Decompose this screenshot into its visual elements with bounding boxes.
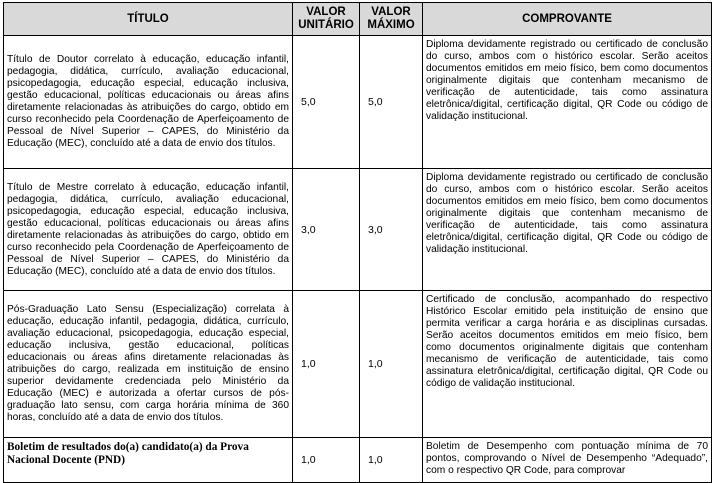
- cell-comprovante: Diploma devidamente registrado ou certificado de conclusão do curso, ambos com o histórico escolar. Serão aceitos documentos emitidos em meio físico, bem como documentos originalmente digitais que contenham mecanismo de verificação de autenticidade, tais como assinatura eletrônica/digital, certificação digital, QR Code ou código de validação institucional.: [423, 169, 712, 291]
- cell-valor-unitario: 3,0: [293, 169, 360, 291]
- header-valor-unitario-line2: UNITÁRIO: [298, 19, 354, 31]
- cell-valor-unitario: 5,0: [293, 36, 360, 169]
- titles-table: [3, 2, 712, 483]
- cell-comprovante: Certificado de conclusão, acompanhado do respectivo Histórico Escolar emitido pela instituição de ensino que permita verificar a carga horária e as disciplinas cursadas. Serão aceitos documentos emitidos em meio físico, bem como documentos originalmente digitais que contenham mecanismo de verificação de autenticidade, tais como assinatura eletrônica/digital, certificação digital, QR Code ou código de validação institucional.: [423, 291, 712, 438]
- cell-titulo: Boletim de resultados do(a) candidato(a) da Prova Nacional Docente (PND): [4, 438, 293, 483]
- cell-valor-maximo: 1,0: [360, 291, 423, 438]
- cell-titulo: Título de Doutor correlato à educação, educação infantil, pedagogia, didática, currículo, avaliação educacional, psicopedagogia, educação especial, educação inclusiva, gestão educacional, políticas educacionais ou áreas afins diretamente relacionadas às atribuições do cargo, obtido em curso reconhecido pela Coordenação de Aperfeiçoamento de Pessoal de Nível Superior – CAPES, do Ministério da Educação (MEC), concluído até a data de envio dos títulos.: [4, 36, 293, 169]
- table-row: [4, 36, 712, 169]
- cell-titulo: Pós-Graduação Lato Sensu (Especialização) correlata à educação, educação infantil, pedagogia, didática, currículo, avaliação educacional, psicopedagogia, educação especial, educação inclusiva, gestão educacional, políticas educacionais ou áreas afins diretamente relacionadas às atribuições do cargo, realizada em instituição de ensino superior devidamente credenciada pelo Ministério da Educação (MEC) e autorizada a ofertar cursos de pós-graduação lato sensu, com carga horária mínima de 360 horas, concluído até a data de envio dos títulos.: [4, 291, 293, 438]
- header-valor-unitario: [293, 3, 360, 36]
- cell-valor-maximo: 5,0: [360, 36, 423, 169]
- header-valor-maximo-line2: MÁXIMO: [367, 19, 415, 31]
- table-row: [4, 438, 712, 483]
- header-valor-maximo: [360, 3, 423, 36]
- header-row: [4, 3, 712, 36]
- header-titulo: TÍTULO: [4, 3, 293, 36]
- header-comprovante: COMPROVANTE: [423, 3, 712, 36]
- cell-valor-maximo: 1,0: [360, 438, 423, 483]
- header-valor-unitario-line1: VALOR: [306, 6, 346, 18]
- cell-titulo: Título de Mestre correlato à educação, educação infantil, pedagogia, didática, currículo, avaliação educacional, psicopedagogia, educação especial, educação inclusiva, gestão educacional, políticas educacionais ou áreas afins diretamente relacionadas às atribuições do cargo, obtido em curso reconhecido pela Coordenação de Aperfeiçoamento de Pessoal de Nível Superior – CAPES, do Ministério da Educação (MEC), concluído até a data de envio dos títulos.: [4, 169, 293, 291]
- header-valor-maximo-line1: VALOR: [371, 6, 411, 18]
- table-row: [4, 169, 712, 291]
- cell-valor-maximo: 3,0: [360, 169, 423, 291]
- cell-comprovante: Diploma devidamente registrado ou certificado de conclusão do curso, ambos com o histórico escolar. Serão aceitos documentos emitidos em meio físico, bem como documentos originalmente digitais que contenham mecanismo de verificação de autenticidade, tais como assinatura eletrônica/digital, certificação digital, QR Code ou código de validação institucional.: [423, 36, 712, 169]
- cell-valor-unitario: 1,0: [293, 438, 360, 483]
- cell-comprovante: Boletim de Desempenho com pontuação mínima de 70 pontos, comprovando o Nível de Desempenho “Adequado”, com o respectivo QR Code, para comprovar: [423, 438, 712, 483]
- table-row: [4, 291, 712, 438]
- cell-valor-unitario: 1,0: [293, 291, 360, 438]
